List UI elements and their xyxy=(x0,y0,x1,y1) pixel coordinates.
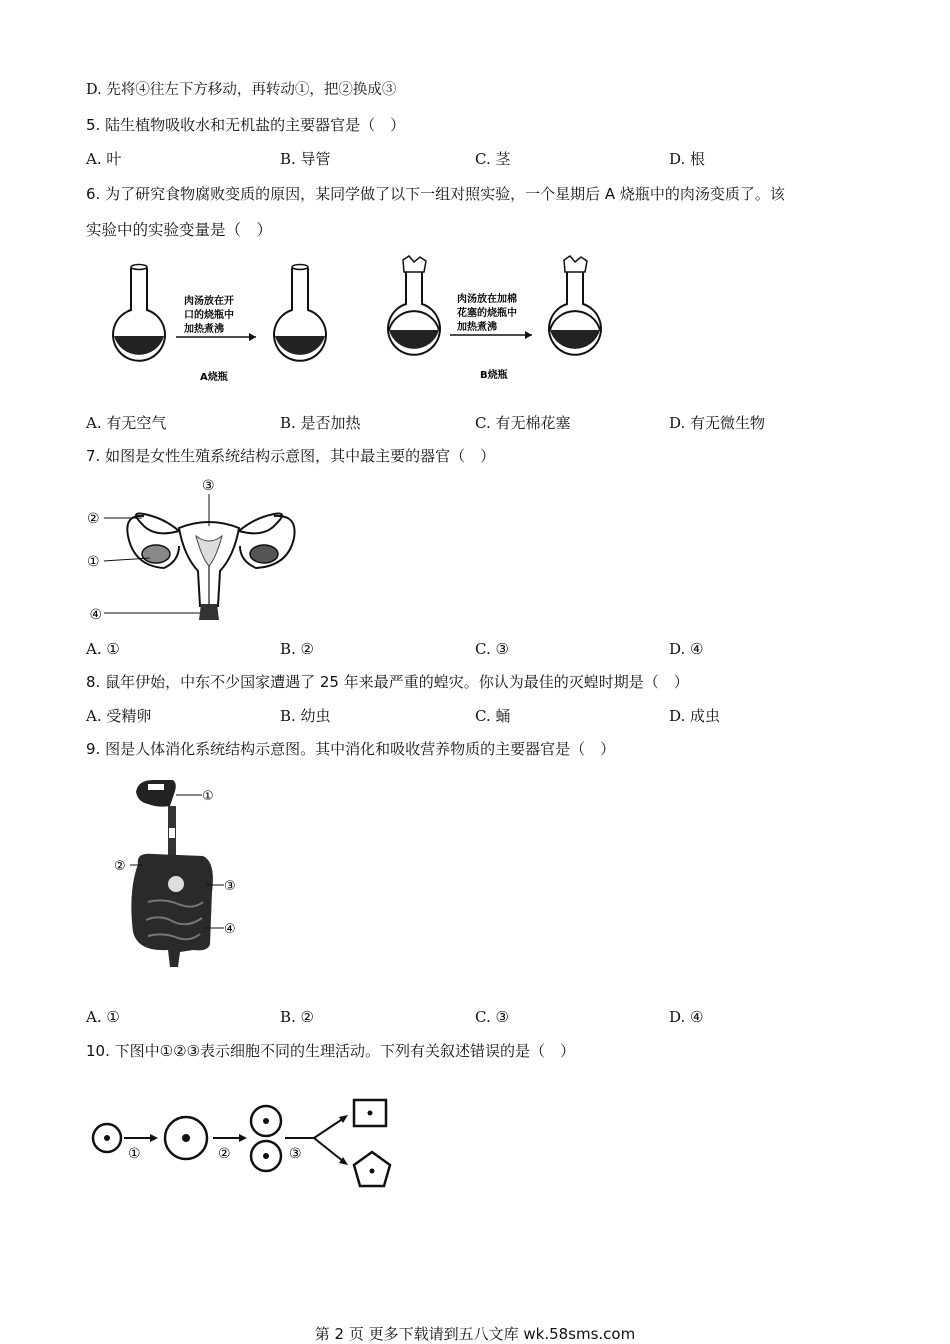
q8-option-c: C. 蛹 xyxy=(475,707,511,725)
q9-option-b: B. ② xyxy=(280,1008,315,1026)
flask-a-text-3: 加热煮沸 xyxy=(184,324,224,335)
digestive-system-figure xyxy=(108,772,258,977)
flask-b-text-3: 加热煮沸 xyxy=(457,322,497,333)
q8-stem: 8. 鼠年伊始，中东不少国家遭遇了 25 年来最严重的蝗灾。你认为最佳的灭蝗时期是（ ） xyxy=(86,673,689,691)
q9-label-3: ③ xyxy=(224,879,236,894)
flask-b-text-1: 肉汤放在加棉 xyxy=(457,294,517,305)
q5-stem: 5. 陆生植物吸收水和无机盐的主要器官是（ ） xyxy=(86,116,406,134)
page-footer: 第 2 页 更多下载请到五八文库 wk.58sms.com xyxy=(314,1325,636,1343)
q7-label-4: ④ xyxy=(89,607,102,623)
q6-option-a: A. 有无空气 xyxy=(86,414,167,432)
q7-label-2: ② xyxy=(87,511,100,527)
q9-stem: 9. 图是人体消化系统结构示意图。其中消化和吸收营养物质的主要器官是（ ） xyxy=(86,740,616,758)
q7-label-3: ③ xyxy=(202,478,215,494)
flask-a-before xyxy=(113,265,165,361)
q7-option-b: B. ② xyxy=(280,640,315,658)
flask-b-after xyxy=(549,256,601,355)
q7-option-a: A. ① xyxy=(86,640,120,658)
q8-option-d: D. 成虫 xyxy=(669,707,721,725)
female-reproductive-figure xyxy=(84,476,304,626)
flask-a-after xyxy=(274,265,326,361)
flask-b-label: B烧瓶 xyxy=(480,370,508,381)
q6-option-c: C. 有无棉花塞 xyxy=(475,414,571,432)
q9-option-d: D. ④ xyxy=(669,1008,704,1026)
q10-label-2: ② xyxy=(218,1146,231,1162)
q5-option-d: D. 根 xyxy=(669,150,706,168)
flask-experiment-figure xyxy=(100,252,620,387)
q6-stem-line1: 6. 为了研究食物腐败变质的原因，某同学做了以下一组对照实验，一个星期后 A 烧瓶中的肉汤变质了。该 xyxy=(86,185,785,203)
q9-option-a: A. ① xyxy=(86,1008,120,1026)
q6-stem-line2: 实验中的实验变量是（ ） xyxy=(86,221,273,239)
q5-option-c: C. 茎 xyxy=(475,150,511,168)
q7-label-1: ① xyxy=(87,554,100,570)
q8-option-a: A. 受精卵 xyxy=(86,707,152,725)
q5-option-b: B. 导管 xyxy=(280,150,331,168)
q9-option-c: C. ③ xyxy=(475,1008,509,1026)
q10-stem: 10. 下图中①②③表示细胞不同的生理活动。下列有关叙述错误的是（ ） xyxy=(86,1042,575,1060)
q10-label-1: ① xyxy=(128,1146,141,1162)
flask-b-before xyxy=(388,256,440,355)
cell-activity-figure xyxy=(88,1090,398,1200)
flask-a-text-2: 口的烧瓶中 xyxy=(184,310,234,321)
q6-option-b: B. 是否加热 xyxy=(280,414,361,432)
q9-label-1: ① xyxy=(202,789,214,804)
q8-option-b: B. 幼虫 xyxy=(280,707,331,725)
q9-label-4: ④ xyxy=(224,922,236,937)
q6-option-d: D. 有无微生物 xyxy=(669,414,766,432)
q10-label-3: ③ xyxy=(289,1146,302,1162)
q4-option-d: D. 先将④往左下方移动，再转动①，把②换成③ xyxy=(86,82,397,98)
q5-option-a: A. 叶 xyxy=(86,150,122,168)
q7-stem: 7. 如图是女性生殖系统结构示意图，其中最主要的器官（ ） xyxy=(86,447,496,465)
flask-a-label: A烧瓶 xyxy=(200,372,228,383)
flask-a-text-1: 肉汤放在开 xyxy=(184,296,234,307)
q9-label-2: ② xyxy=(114,859,126,874)
q7-option-c: C. ③ xyxy=(475,640,509,658)
q7-option-d: D. ④ xyxy=(669,640,704,658)
flask-b-text-2: 花塞的烧瓶中 xyxy=(457,308,517,319)
